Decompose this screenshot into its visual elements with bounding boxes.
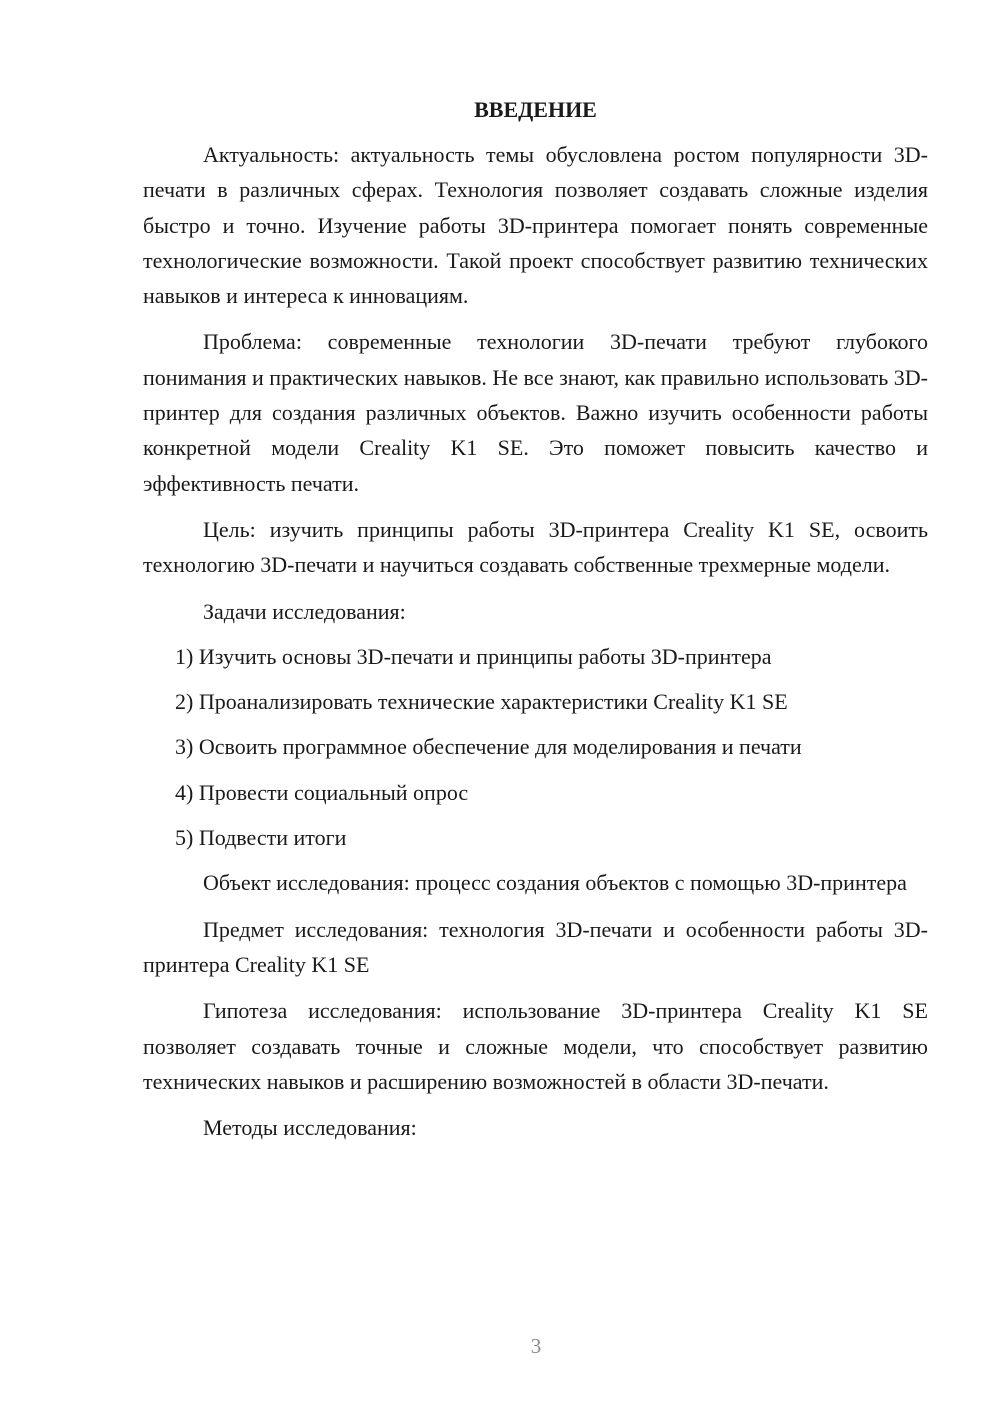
page-number: 3 xyxy=(530,1334,542,1358)
page-title: ВВЕДЕНИЕ xyxy=(474,97,597,122)
paragraph-methods: Методы исследования: xyxy=(203,1115,417,1141)
tasks-label: Задачи исследования: xyxy=(203,598,406,624)
list-item: 1) Изучить основы 3D-печати и принципы работы 3D-принтера xyxy=(175,643,772,669)
paragraph-hypothesis: Гипотеза исследования: использование 3D-принтера Creality K1 SE позволяет создавать точные и сложные модели, что способствует развитию технических навыков и расширению возможностей в области 3D-печати. xyxy=(143,998,928,1094)
tasks-list xyxy=(143,639,928,855)
paragraph-goal: Цель: изучить принципы работы 3D-принтера Creality K1 SE, освоить технологию 3D-печати и научиться создавать собственные трехмерные модели. xyxy=(143,516,928,578)
list-item: 4) Провести социальный опрос xyxy=(175,779,469,805)
list-item: 2) Проанализировать технические характеристики Creality K1 SE xyxy=(175,689,788,715)
list-item: 3) Освоить программное обеспечение для моделирования и печати xyxy=(175,734,802,760)
paragraph-subject: Предмет исследования: технология 3D-печати и особенности работы 3D-принтера Creality K1 SE xyxy=(143,916,928,977)
paragraph-object: Объект исследования: процесс создания объектов с помощью 3D-принтера xyxy=(203,870,907,896)
list-item: 5) Подвести итоги xyxy=(175,825,347,851)
paragraph-problem: Проблема: современные технологии 3D-печати требуют глубокого понимания и практических навыков. Не все знают, как правильно использовать 3D-принтер для создания различных объектов. Важно изучить особенности работы конкретной модели Creality K1 SE. Это поможет повысить качество и эффективность печати. xyxy=(143,329,928,496)
document-page xyxy=(143,95,928,1156)
paragraph-relevance: Актуальность: актуальность темы обусловлена ростом популярности 3D-печати в различных сферах. Технология позволяет создавать сложные изделия быстро и точно. Изучение работы 3D-принтера помогает понять современные технологические возможности. Такой проект способствует развитию технических навыков и интереса к инновациям. xyxy=(143,142,928,309)
